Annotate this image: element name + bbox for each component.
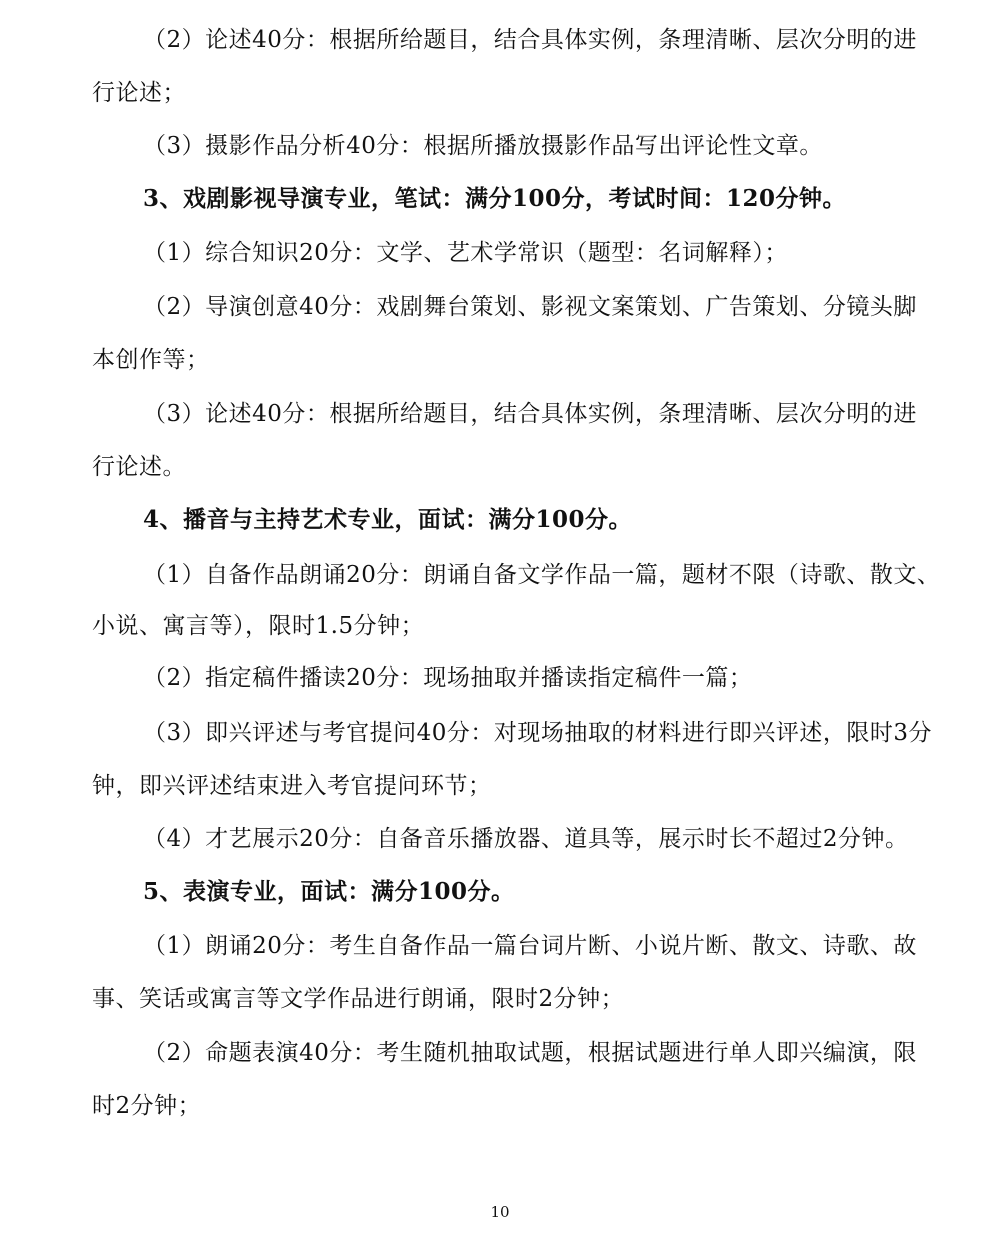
text-line: （1）自备作品朗诵20分：朗诵自备文学作品一篇，题材不限（诗歌、散文、 <box>143 562 941 588</box>
page-number: 10 <box>490 1203 510 1221</box>
text-line: （2）指定稿件播读20分：现场抽取并播读指定稿件一篇； <box>143 665 753 691</box>
text-line: （4）才艺展示20分：自备音乐播放器、道具等，展示时长不超过2分钟。 <box>143 826 909 852</box>
text-line: 小说、寓言等），限时1.5分钟； <box>92 613 425 639</box>
text-line: （1）朗诵20分：考生自备作品一篇台词片断、小说片断、散文、诗歌、故 <box>143 933 917 959</box>
text-line: （3）摄影作品分析40分：根据所播放摄影作品写出评论性文章。 <box>143 133 823 159</box>
text-line: （3）论述40分：根据所给题目，结合具体实例，条理清晰、层次分明的进 <box>143 401 917 427</box>
text-line: （1）综合知识20分：文学、艺术学常识（题型：名词解释）； <box>143 240 788 266</box>
text-line: 行论述； <box>92 80 186 106</box>
text-line: （2）导演创意40分：戏剧舞台策划、影视文案策划、广告策划、分镜头脚 <box>143 294 917 320</box>
text-line: 行论述。 <box>92 454 186 480</box>
text-line: 时2分钟； <box>92 1093 202 1119</box>
text-line: （2）命题表演40分：考生随机抽取试题，根据试题进行单人即兴编演，限 <box>143 1040 917 1066</box>
text-line: （3）即兴评述与考官提问40分：对现场抽取的材料进行即兴评述，限时3分 <box>143 720 933 746</box>
text-line: 事、笑话或寓言等文学作品进行朗诵，限时2分钟； <box>92 986 625 1012</box>
section-heading: 3、戏剧影视导演专业，笔试：满分100分，考试时间：120分钟。 <box>143 185 847 212</box>
text-line: 钟，即兴评述结束进入考官提问环节； <box>92 773 492 799</box>
text-line: 本创作等； <box>92 347 210 373</box>
section-heading: 4、播音与主持艺术专业，面试：满分100分。 <box>143 506 633 533</box>
section-heading: 5、表演专业，面试：满分100分。 <box>143 878 515 905</box>
text-line: （2）论述40分：根据所给题目，结合具体实例，条理清晰、层次分明的进 <box>143 27 917 53</box>
